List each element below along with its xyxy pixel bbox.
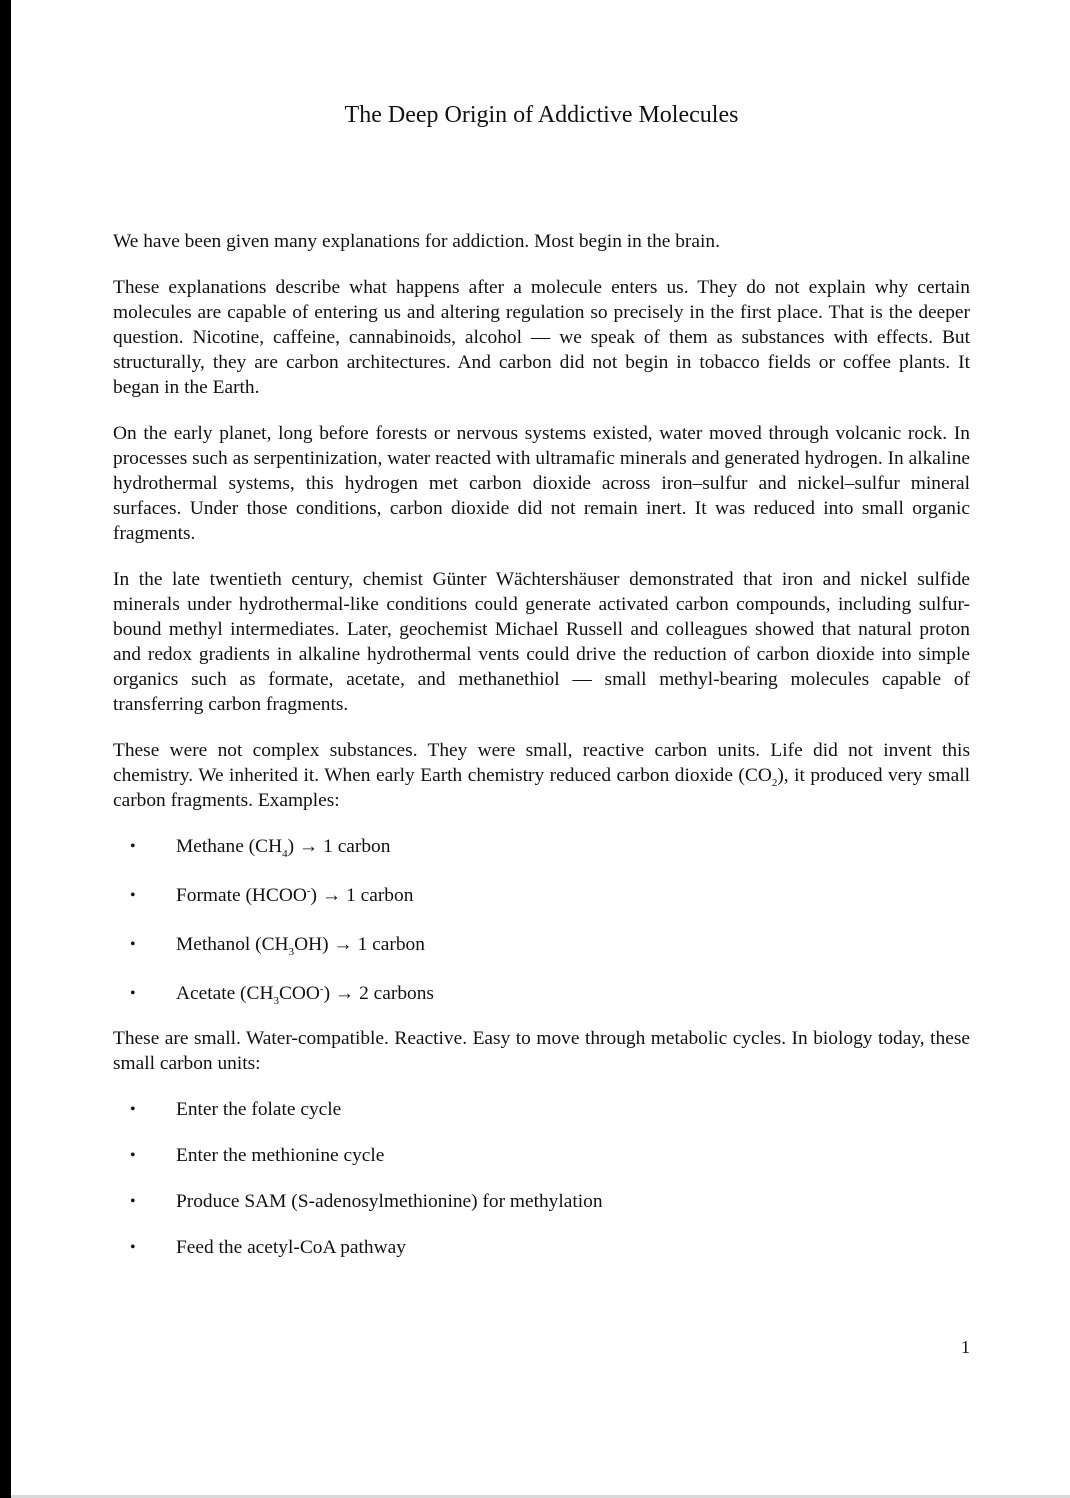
list-item-acetate: • Acetate $(CH_3COO^-) \to 2$ carbons — [130, 983, 434, 1007]
list-item-folate-cycle: • Enter the folate cycle — [130, 1099, 342, 1120]
list-item-acetyl-coa: • Feed the acetyl-CoA pathway — [130, 1237, 406, 1258]
bullet-icon: • — [130, 1101, 136, 1118]
list-item-methionine-cycle: • Enter the methionine cycle — [130, 1145, 385, 1166]
paragraph-carbon-units — [113, 738, 970, 813]
list-item-sam: • Produce SAM (S-adenosylmethionine) for methylation — [130, 1191, 603, 1212]
paragraph-explanations: These explanations describe what happens after a molecule enters us. They do not explain why certain molecules are capable of entering us and altering regulation so precisely in the first place. That is the deeper question. Nicotine, caffeine, cannabinoids, alcohol — we speak of them as substances with effects. But structurally, they are carbon architectures. And carbon did not begin in tobacco fields or coffee plants. It began in the Earth. — [113, 277, 970, 398]
bullet-icon: • — [130, 985, 136, 1002]
paragraph-early-planet: On the early planet, long before forests or nervous systems existed, water moved through volcanic rock. In processes such as serpentinization, water reacted with ultramafic minerals and generated hydrogen. In alkaline hydrothermal systems, this hydrogen met carbon dioxide across iron–sulfur and nickel–sulfur mineral surfaces. Under those conditions, carbon dioxide did not remain inert. It was reduced into small organic fragments. — [113, 423, 970, 544]
uses-list — [113, 1097, 970, 1260]
carbon-units-text-after: ), it produced very small carbon fragments. Examples: — [113, 765, 970, 811]
page-number: 1 — [961, 1337, 970, 1357]
list-item-formate: • Formate (HCOO-) → 1 carbon — [130, 885, 414, 906]
carbon-units-text-before: These were not complex substances. They were small, reactive carbon units. Life did not invent this chemistry. We inherited it. When early Earth chemistry reduced carbon dioxide (CO — [113, 740, 970, 786]
bullet-icon: • — [130, 1193, 136, 1210]
paragraph-research-history: In the late twentieth century, chemist Günter Wächtershäuser demonstrated that iron and nickel sulfide minerals under hydrothermal-like conditions could generate activated carbon compounds, including sulfur-bound methyl intermediates. Later, geochemist Michael Russell and colleagues showed that natural proton and redox gradients in alkaline hydrothermal vents could drive the reduction of carbon dioxide into simple organics such as formate, acetate, and methanethiol — small methyl-bearing molecules capable of transferring carbon fragments. — [113, 569, 970, 715]
bullet-icon: • — [130, 838, 136, 855]
examples-list — [113, 834, 970, 1006]
list-item-methane: • Methane $(CH_4) \to 1$ carbon — [130, 836, 391, 860]
document-title: The Deep Origin of Addictive Molecules — [344, 102, 739, 128]
paragraph-biology-today: These are small. Water-compatible. Reactive. Easy to move through metabolic cycles. In biology today, these small carbon units: — [113, 1028, 970, 1074]
bullet-icon: • — [130, 887, 136, 904]
viewer-left-edge — [0, 0, 11, 1498]
document-body — [113, 229, 970, 1280]
co2-subscript: 2 — [771, 777, 778, 789]
list-item-methanol: • Methanol $(CH_3OH) \to 1$ carbon — [130, 934, 425, 958]
bullet-icon: • — [130, 1147, 136, 1164]
paragraph-intro: We have been given many explanations for addiction. Most begin in the brain. — [113, 231, 720, 252]
bullet-icon: • — [130, 936, 136, 953]
bullet-icon: • — [130, 1239, 136, 1256]
